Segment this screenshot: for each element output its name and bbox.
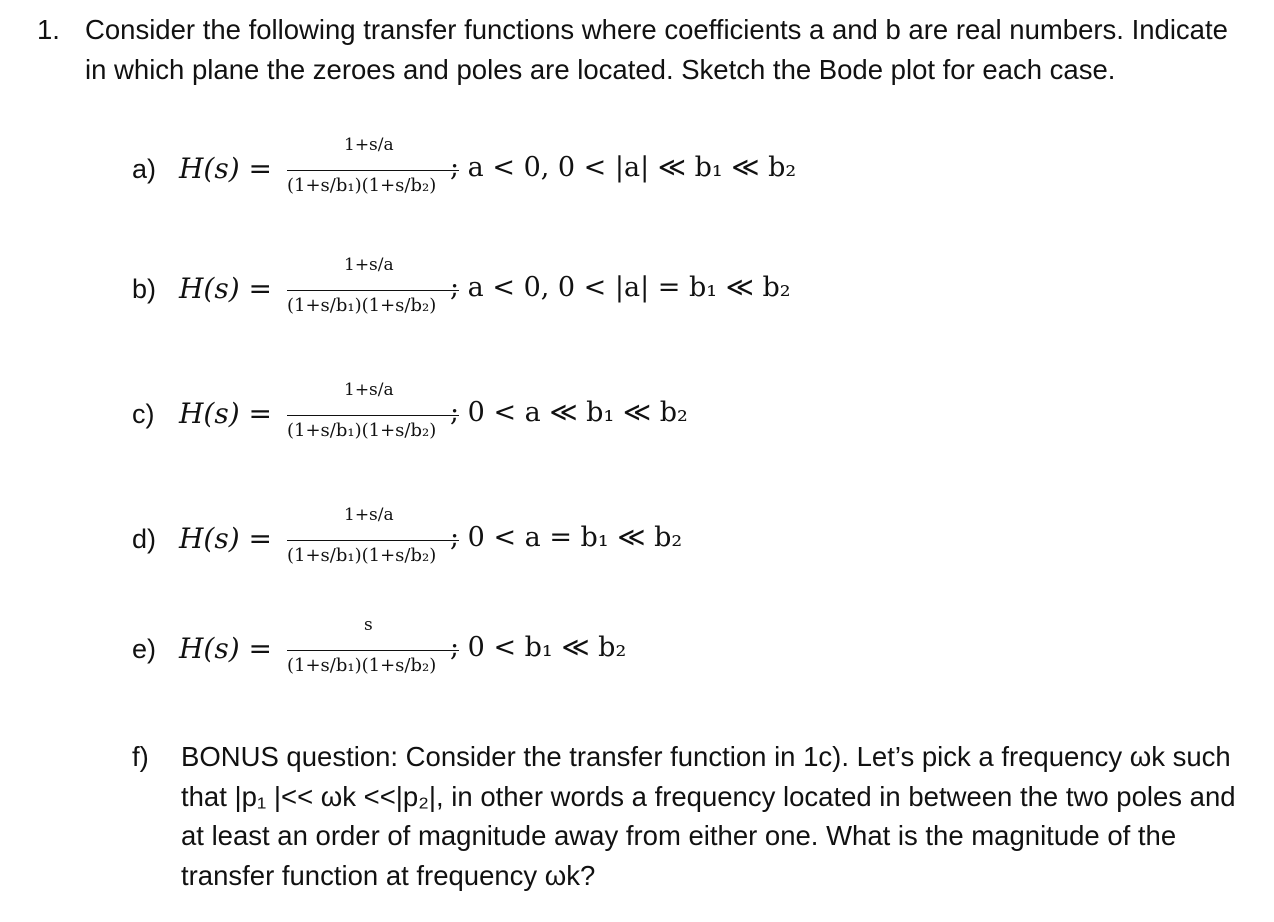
transfer-function-b <box>132 250 892 330</box>
numerator: 1+s/a <box>344 135 394 155</box>
function-lhs: H(s) = <box>179 522 272 555</box>
numerator: 1+s/a <box>344 505 394 525</box>
condition: ; a < 0, 0 < |a| ≪ b₁ ≪ b₂ <box>450 152 797 183</box>
function-lhs: H(s) = <box>179 152 272 185</box>
fraction-bar <box>287 290 459 291</box>
denominator: (1+s/b₁)(1+s/b₂) <box>287 655 437 676</box>
bonus-label: f) <box>132 741 149 772</box>
transfer-function-d <box>132 500 892 580</box>
numerator: 1+s/a <box>344 380 394 400</box>
function-lhs: H(s) = <box>179 632 272 665</box>
condition: ; 0 < a = b₁ ≪ b₂ <box>450 522 683 553</box>
item-label: d) <box>132 524 157 554</box>
condition: ; a < 0, 0 < |a| = b₁ ≪ b₂ <box>450 272 791 303</box>
item-label: c) <box>132 399 155 429</box>
bonus-text: BONUS question: Consider the transfer function in 1c). Let’s pick a frequency ωk such that |p₁ |<< ωk <<|p₂|, in other words a frequency located in between the two poles and at least an order of magnitude away from either one. What is the magnitude of the transfer function at frequency ωk? <box>181 741 1236 891</box>
fraction-bar <box>287 540 459 541</box>
function-lhs: H(s) = <box>179 397 272 430</box>
condition: ; 0 < a ≪ b₁ ≪ b₂ <box>450 397 688 428</box>
fraction-bar <box>287 415 459 416</box>
condition: ; 0 < b₁ ≪ b₂ <box>450 632 627 663</box>
fraction-bar <box>287 170 459 171</box>
item-label: b) <box>132 274 157 304</box>
denominator: (1+s/b₁)(1+s/b₂) <box>287 420 437 441</box>
question-number: 1. <box>37 14 60 45</box>
numerator: 1+s/a <box>344 255 394 275</box>
transfer-function-c <box>132 375 892 455</box>
function-lhs: H(s) = <box>179 272 272 305</box>
denominator: (1+s/b₁)(1+s/b₂) <box>287 295 437 316</box>
transfer-function-a <box>132 130 892 210</box>
transfer-function-e <box>132 610 892 690</box>
denominator: (1+s/b₁)(1+s/b₂) <box>287 545 437 566</box>
item-label: a) <box>132 154 157 184</box>
question-text: Consider the following transfer functions where coefficients a and b are real numbers. Indicate in which plane the zeroes and poles are located. Sketch the Bode plot for each case. <box>85 14 1228 85</box>
denominator: (1+s/b₁)(1+s/b₂) <box>287 175 437 196</box>
numerator: s <box>364 615 373 635</box>
item-label: e) <box>132 634 157 664</box>
fraction-bar <box>287 650 459 651</box>
